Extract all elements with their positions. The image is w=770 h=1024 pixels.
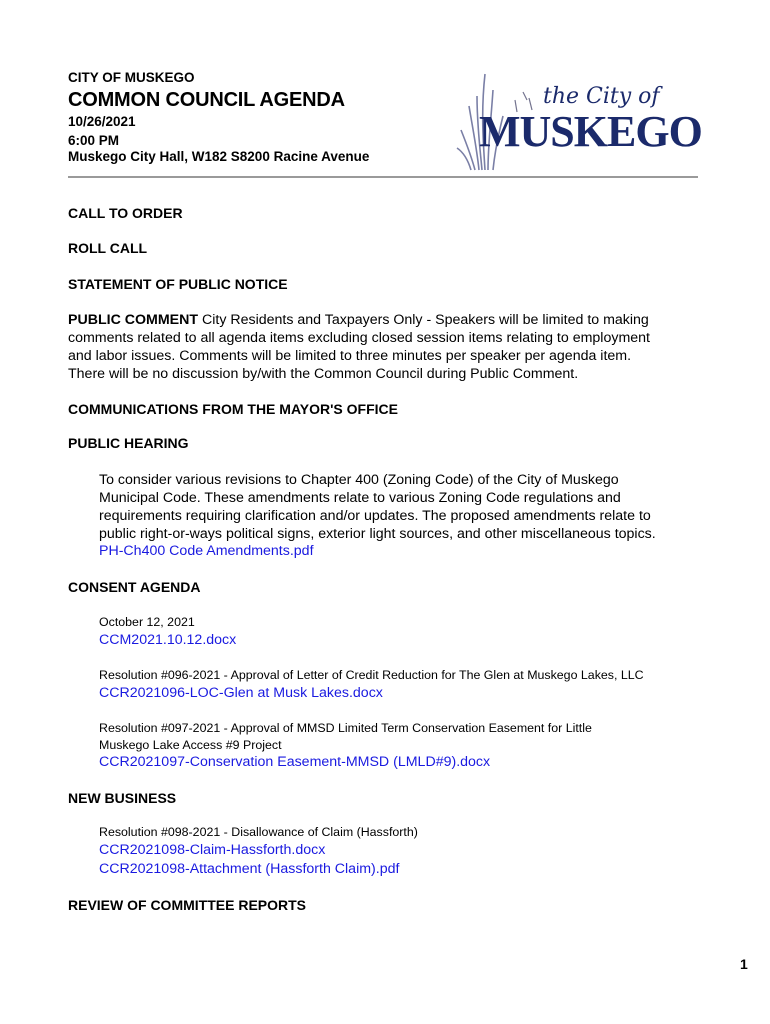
public-hearing-line: public right-or-ways political signs, exterior light sources, and other miscellaneous topics. [99,526,656,542]
meeting-date: 10/26/2021 [68,114,136,129]
new-business-resolution-098: Resolution #098-2021 - Disallowance of Claim (Hassforth) [99,825,418,839]
logo-tagline: the City of [543,84,660,109]
consent-item-resolution-097 [99,720,709,754]
resolution-097-line: Muskego Lake Access #9 Project [99,738,282,752]
public-hearing-heading: PUBLIC HEARING [68,435,189,451]
consent-item-resolution-096: Resolution #096-2021 - Approval of Letter of Credit Reduction for The Glen at Muskego Lakes, LLC [99,668,644,682]
public-hearing-line: requirements requiring clarification and/or updates. The proposed amendments relate to [99,508,651,524]
new-business-heading: NEW BUSINESS [68,790,177,806]
city-name: CITY OF MUSKEGO [68,70,195,85]
public-comment-line: comments related to all agenda items excluding closed session items relating to employment [68,330,650,346]
page-title: COMMON COUNCIL AGENDA [68,89,345,111]
committee-reports-heading: REVIEW OF COMMITTEE REPORTS [68,897,307,913]
public-hearing-description [99,471,709,543]
consent-item-minutes: October 12, 2021 [99,615,195,629]
public-notice-heading: STATEMENT OF PUBLIC NOTICE [68,276,288,292]
public-hearing-line: Municipal Code. These amendments relate to various Zoning Code regulations and [99,490,621,506]
public-hearing-line: To consider various revisions to Chapter 400 (Zoning Code) of the City of Muskego [99,472,619,488]
resolution-097-line: Resolution #097-2021 - Approval of MMSD Limited Term Conservation Easement for Little [99,721,592,735]
resolution-096-attachment-link[interactable]: CCR2021096-LOC-Glen at Musk Lakes.docx [99,685,383,701]
meeting-location: Muskego City Hall, W182 S8200 Racine Avenue [68,149,370,164]
city-logo [455,70,703,174]
public-comment-line: and labor issues. Comments will be limited to three minutes per speaker per agenda item. [68,348,632,364]
meeting-time: 6:00 PM [68,133,120,148]
page-number: 1 [740,956,748,972]
minutes-attachment-link[interactable]: CCM2021.10.12.docx [99,632,237,648]
public-comment-line: City Residents and Taxpayers Only - Speakers will be limited to making [198,312,649,328]
roll-call-heading: ROLL CALL [68,240,148,256]
public-hearing-attachment-link[interactable]: PH-Ch400 Code Amendments.pdf [99,543,314,559]
resolution-097-attachment-link[interactable]: CCR2021097-Conservation Easement-MMSD (LMLD#9).docx [99,754,491,770]
mayor-office-heading: COMMUNICATIONS FROM THE MAYOR'S OFFICE [68,401,398,417]
resolution-098-attachment-link[interactable]: CCR2021098-Attachment (Hassforth Claim).pdf [99,861,400,877]
resolution-098-claim-link[interactable]: CCR2021098-Claim-Hassforth.docx [99,842,326,858]
call-to-order-heading: CALL TO ORDER [68,205,183,221]
public-comment-heading: PUBLIC COMMENT [68,312,199,328]
public-comment-paragraph [68,311,708,383]
public-comment-line: There will be no discussion by/with the Common Council during Public Comment. [68,366,579,382]
consent-agenda-heading: CONSENT AGENDA [68,579,201,595]
logo-wordmark: MUSKEGO [479,107,702,156]
header-divider [68,176,698,178]
